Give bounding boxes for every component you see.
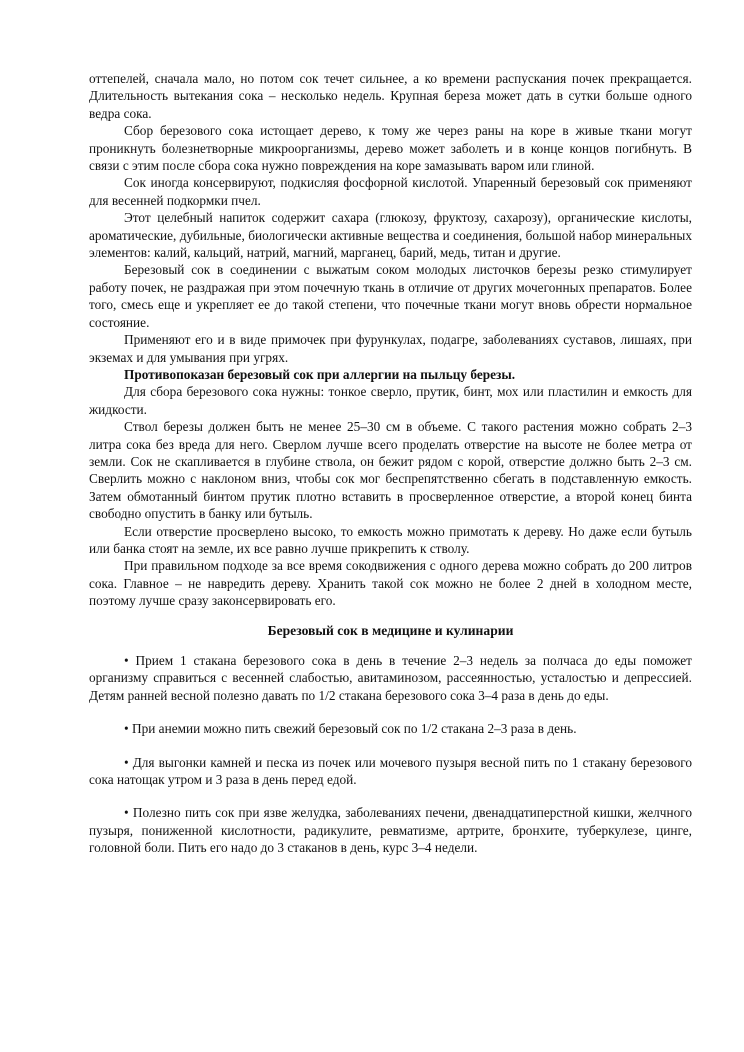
document-page: [89, 70, 692, 873]
paragraph: Ствол березы должен быть не менее 25–30 см в объеме. С такого растения можно собрать 2–3 литра сока без вреда для него. Сверлом лучше всего проделать отверстие на высоте не более метра от земли. Сок не скапливается в глубине ствола, он бежит рядом с корой, отверстие должно быть 2–3 см. Сверлить можно с наклоном вниз, чтобы сок мог беспрепятственно сбегать в подставленную емкость. Затем обмотанный бинтом прутик плотно вставить в просверленное отверстие, а второй конец бинта свободно опустить в банку или бутыль.: [89, 419, 692, 522]
paragraph: Березовый сок в соединении с выжатым соком молодых листочков березы резко стимулирует работу почек, не раздражая при этом почечную ткань в отличие от других мочегонных препаратов. Более того, смесь еще и укрепляет ее до такой степени, что почечные ткани могут вновь обрести нормальное состояние.: [89, 262, 692, 330]
bullet-item: • Для выгонки камней и песка из почек или мочевого пузыря весной пить по 1 стакану березового сока натощак утром и 3 раза в день перед едой.: [89, 754, 692, 788]
bullet-item: • Полезно пить сок при язве желудка, заболеваниях печени, двенадцатиперстной кишки, желчного пузыря, пониженной кислотности, радикулите, ревматизме, артрите, бронхите, туберкулезе, цинге, головной боли. Пить его надо до 3 стаканов в день, курс 3–4 недели.: [89, 805, 692, 856]
paragraph: оттепелей, сначала мало, но потом сок течет сильнее, а ко времени распускания почек прекращается. Длительность вытекания сока – несколько недель. Крупная береза может дать в сутки больше одного ведра сока.: [89, 71, 692, 121]
paragraph: Применяют его и в виде примочек при фурункулах, подагре, заболеваниях суставов, лишаях, при экземах и для умывания при угрях.: [89, 332, 692, 365]
paragraph: При правильном подходе за все время сокодвижения с одного дерева можно собрать до 200 литров сока. Главное – не навредить дереву. Хранить такой сок можно не более 2 дней в холодном месте, поэтому лучше сразу законсервировать его.: [89, 558, 692, 609]
paragraph: Сбор березового сока истощает дерево, к тому же через раны на коре в живые ткани могут проникнуть болезнетворные микроорганизмы, дерево может заболеть и в конце концов погибнуть. В связи с этим после сбора сока нужно повреждения на коре замазывать варом или глиной.: [89, 123, 692, 174]
bullet-item: • При анемии можно пить свежий березовый сок по 1/2 стакана 2–3 раза в день.: [124, 721, 577, 737]
section-title: Березовый сок в медицине и кулинарии: [267, 622, 514, 638]
paragraph: Этот целебный напиток содержит сахара (глюкозу, фруктозу, сахарозу), органические кислоты, ароматические, дубильные, биологически активные вещества и соединения, большой набор минеральных элементов: калий, кальций, натрий, магний, марганец, барий, медь, титан и другие.: [89, 210, 692, 261]
paragraph: Для сбора березового сока нужны: тонкое сверло, прутик, бинт, мох или пластилин и емкость для жидкости.: [89, 384, 692, 417]
paragraph: Сок иногда консервируют, подкисляя фосфорной кислотой. Упаренный березовый сок применяют для весенней подкормки пчел.: [89, 175, 692, 208]
bullet-item: • Прием 1 стакана березового сока в день в течение 2–3 недель за полчаса до еды поможет организму справиться с весенней слабостью, авитаминозом, рассеянностью, усталостью и депрессией. Детям ранней весной полезно давать по 1/2 стакана березового сока 3–4 раза в день до еды.: [89, 653, 692, 703]
paragraph: Если отверстие просверлено высоко, то емкость можно примотать к дереву. Но даже если бутыль или банка стоят на земле, их все равно лучше прикрепить к стволу.: [89, 523, 692, 556]
contraindication-paragraph: Противопоказан березовый сок при аллергии на пыльцу березы.: [124, 366, 516, 382]
